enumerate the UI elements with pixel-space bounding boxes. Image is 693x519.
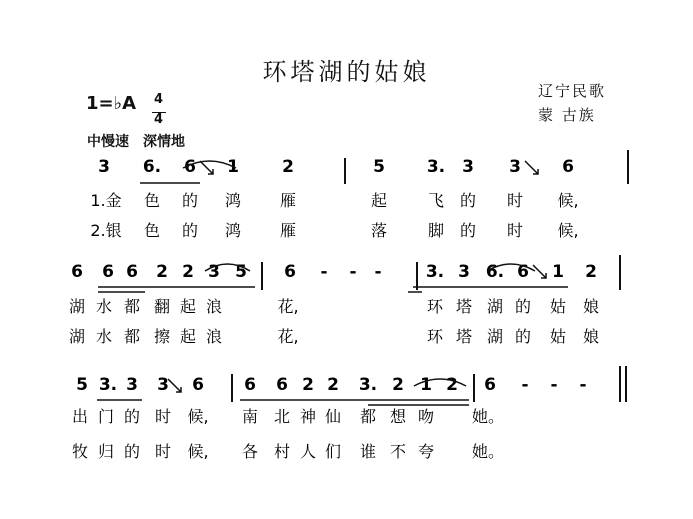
note: 5	[373, 157, 385, 177]
lyric-syllable: 的	[123, 442, 141, 461]
lyric-syllable: 都	[359, 407, 377, 426]
lyric-syllable: 门	[97, 407, 115, 426]
lyric-syllable: 的	[459, 191, 477, 210]
time-signature-bottom: 4	[154, 112, 164, 127]
lyric-syllable: 人	[299, 442, 317, 461]
note: 3.	[426, 157, 446, 177]
note: 6	[244, 375, 256, 395]
tempo-marking: 中慢速 深情地	[87, 134, 185, 150]
lyric-syllable: 雁	[279, 221, 297, 240]
lyric-syllable: 村	[273, 442, 291, 461]
lyric-syllable: 鸿	[224, 221, 242, 240]
note: 3	[208, 262, 220, 282]
note: 6.	[142, 157, 162, 177]
note: 6	[71, 262, 83, 282]
note: 3.	[425, 262, 445, 282]
lyric-syllable: 色	[143, 191, 161, 210]
note: 1	[420, 375, 432, 395]
note: 3	[157, 375, 169, 395]
lyric-syllable: 起	[370, 191, 388, 210]
lyric-syllable: 候,	[557, 191, 579, 210]
ethnic-group: 蒙 古族	[538, 106, 596, 124]
lyric-syllable: 花,	[277, 297, 299, 316]
lyric-syllable: 的	[123, 407, 141, 426]
lyric-syllable: 湖	[486, 297, 504, 316]
lyric-syllable: 1.金	[90, 191, 122, 210]
glide-arrow-icon	[168, 379, 181, 392]
note: -	[374, 262, 382, 282]
lyric-syllable: 出	[71, 407, 89, 426]
lyric-syllable: 水	[95, 297, 113, 316]
lyric-syllable: 落	[370, 221, 388, 240]
lyric-syllable: 塔	[455, 327, 473, 346]
note: -	[320, 262, 328, 282]
note: 6	[484, 375, 496, 395]
lyric-syllable: 时	[506, 221, 524, 240]
lyric-syllable: 浪	[205, 327, 223, 346]
lyric-syllable: 湖	[486, 327, 504, 346]
glide-arrow-icon	[525, 161, 538, 174]
note: 3	[126, 375, 138, 395]
note: 2	[302, 375, 314, 395]
note: -	[521, 375, 529, 395]
note: 3	[509, 157, 521, 177]
song-origin: 辽宁民歌	[538, 82, 607, 100]
lyric-syllable: 都	[123, 327, 141, 346]
lyric-syllable: 她。	[471, 442, 505, 461]
note: 1	[227, 157, 239, 177]
note: 6	[126, 262, 138, 282]
lyric-syllable: 飞	[427, 191, 445, 210]
lyric-syllable: 的	[514, 297, 532, 316]
lyric-syllable: 的	[514, 327, 532, 346]
lyric-syllable: 擦	[153, 327, 171, 346]
lyric-syllable: 夸	[417, 442, 435, 461]
note: 2	[392, 375, 404, 395]
lyric-syllable: 湖	[68, 327, 86, 346]
lyric-syllable: 归	[97, 442, 115, 461]
lyric-syllable: 娘	[582, 297, 600, 316]
note: 2	[182, 262, 194, 282]
lyric-syllable: 们	[324, 442, 342, 461]
lyric-syllable: 雁	[279, 191, 297, 210]
note: 6	[517, 262, 529, 282]
note: 6	[562, 157, 574, 177]
lyric-syllable: 塔	[455, 297, 473, 316]
lyric-syllable: 姑	[549, 297, 567, 316]
note: -	[550, 375, 558, 395]
note: 2	[156, 262, 168, 282]
lyric-syllable: 谁	[359, 442, 377, 461]
note: 2	[585, 262, 597, 282]
lyric-syllable: 候,	[557, 221, 579, 240]
note: 3	[458, 262, 470, 282]
lyric-syllable: 的	[181, 221, 199, 240]
note: 3	[462, 157, 474, 177]
lyric-syllable: 湖	[68, 297, 86, 316]
lyric-syllable: 北	[273, 407, 291, 426]
lyric-syllable: 起	[179, 327, 197, 346]
lyric-syllable: 她。	[471, 407, 505, 426]
note: 1	[552, 262, 564, 282]
lyric-syllable: 翻	[153, 297, 171, 316]
note: 2	[327, 375, 339, 395]
lyric-syllable: 2.银	[90, 221, 122, 240]
note: 6	[284, 262, 296, 282]
lyric-syllable: 的	[459, 221, 477, 240]
lyric-syllable: 想	[389, 407, 407, 426]
note: 6.	[485, 262, 505, 282]
lyric-syllable: 娘	[582, 327, 600, 346]
note: 2	[446, 375, 458, 395]
lyric-syllable: 都	[123, 297, 141, 316]
lyric-syllable: 候,	[187, 407, 209, 426]
time-signature-top: 4	[154, 92, 164, 107]
lyric-syllable: 起	[179, 297, 197, 316]
lyric-syllable: 仙	[324, 407, 342, 426]
note: 3	[98, 157, 110, 177]
note: 3.	[98, 375, 118, 395]
lyric-syllable: 牧	[71, 442, 89, 461]
note: 5	[76, 375, 88, 395]
note: 6	[192, 375, 204, 395]
lyric-syllable: 环	[426, 297, 444, 316]
lyric-syllable: 环	[426, 327, 444, 346]
lyric-syllable: 脚	[427, 221, 445, 240]
note: -	[349, 262, 357, 282]
lyric-syllable: 鸿	[224, 191, 242, 210]
note: 5	[235, 262, 247, 282]
note: 6	[276, 375, 288, 395]
lyric-syllable: 南	[241, 407, 259, 426]
glide-arrow-icon	[200, 161, 213, 174]
note: 2	[282, 157, 294, 177]
key-signature: 1=♭A	[86, 93, 137, 114]
lyric-syllable: 时	[154, 407, 172, 426]
lyric-syllable: 浪	[205, 297, 223, 316]
lyric-syllable: 花,	[277, 327, 299, 346]
lyric-syllable: 姑	[549, 327, 567, 346]
lyric-syllable: 神	[299, 407, 317, 426]
lyric-syllable: 不	[389, 442, 407, 461]
lyric-syllable: 的	[181, 191, 199, 210]
lyric-syllable: 时	[154, 442, 172, 461]
note: -	[579, 375, 587, 395]
note: 6	[184, 157, 196, 177]
lyric-syllable: 时	[506, 191, 524, 210]
note: 6	[102, 262, 114, 282]
lyric-syllable: 吻	[417, 407, 435, 426]
song-title: 环塔湖的姑娘	[262, 58, 431, 86]
lyric-syllable: 色	[143, 221, 161, 240]
note: 3.	[358, 375, 378, 395]
lyric-syllable: 各	[241, 442, 259, 461]
glide-arrow-icon	[533, 265, 546, 278]
lyric-syllable: 候,	[187, 442, 209, 461]
lyric-syllable: 水	[95, 327, 113, 346]
